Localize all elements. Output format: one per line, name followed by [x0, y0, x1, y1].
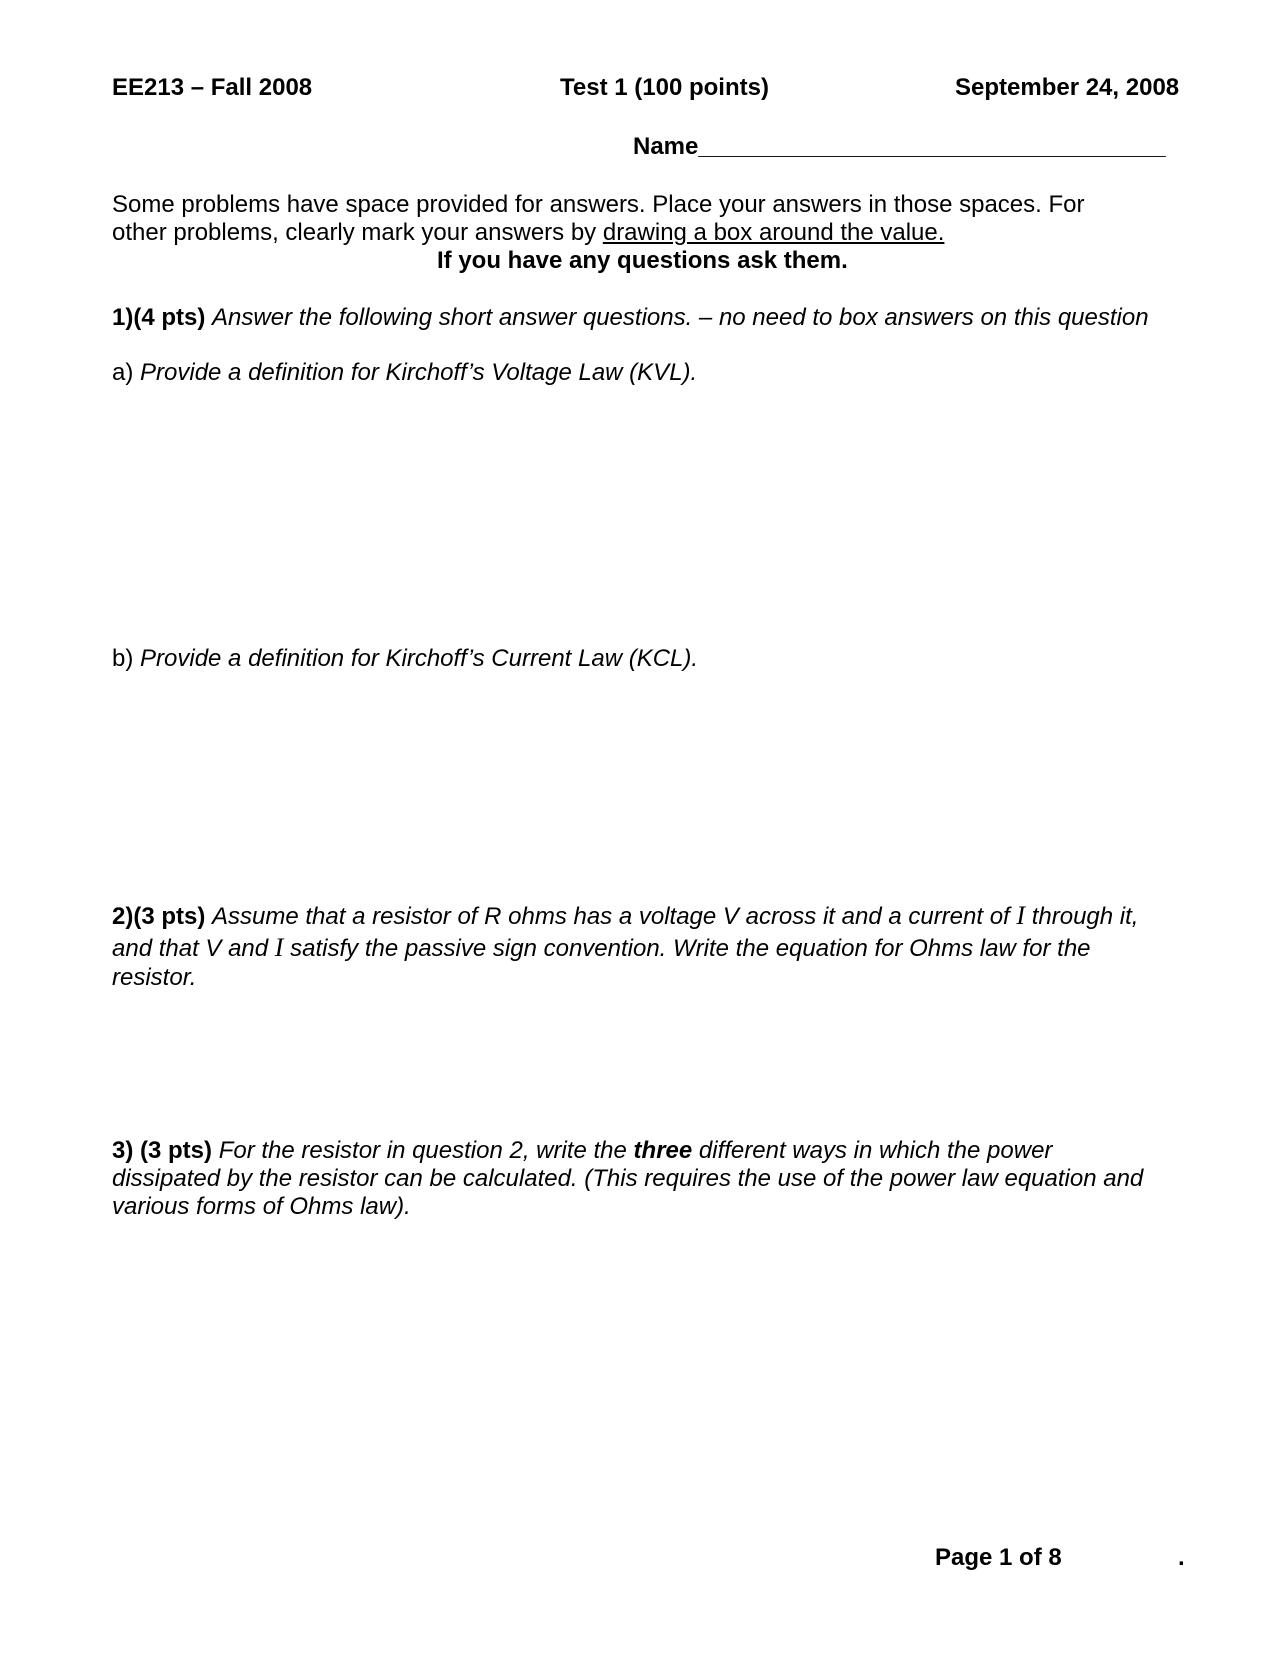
- question-1a: [112, 359, 697, 387]
- name-label: Name: [633, 133, 699, 160]
- name-blank: ___________________________________: [698, 133, 1166, 160]
- question-1b-label: b): [112, 645, 134, 672]
- question-3-line-3: various forms of Ohms law).: [112, 1193, 411, 1220]
- instructions-questions-emphasis: If you have any questions ask them.: [437, 247, 848, 274]
- test-date: September 24, 2008: [955, 74, 1180, 101]
- footer-dot: .: [1178, 1544, 1185, 1571]
- question-3-line-1: [112, 1137, 1052, 1165]
- question-2-line-2: [112, 934, 1091, 963]
- question-2-line-3: resistor.: [112, 964, 197, 991]
- question-3-text-1: For the resistor in question 2, write the: [218, 1137, 634, 1164]
- question-1-text: Answer the following short answer questions. – no need to box answers on this question: [212, 304, 1149, 331]
- question-2-text-1: Assume that a resistor of R ohms has a voltage V across it and a current of: [212, 903, 1017, 930]
- variable-I: I: [274, 933, 284, 962]
- name-line: [633, 133, 1166, 161]
- question-1a-label: a): [112, 359, 134, 386]
- question-3-text-1b: different ways in which the power: [692, 1137, 1053, 1164]
- question-1b-text: Provide a definition for Kirchoff’s Current Law (KCL).: [140, 645, 699, 672]
- question-3-label: 3) (3 pts): [112, 1137, 213, 1164]
- question-1: [112, 304, 1149, 332]
- question-2-label: 2)(3 pts): [112, 903, 206, 930]
- question-1-label: 1)(4 pts): [112, 304, 206, 331]
- instructions-line-2-text: other problems, clearly mark your answers by: [112, 219, 603, 246]
- test-title: Test 1 (100 points): [560, 74, 769, 101]
- instructions-line-2: [112, 219, 944, 247]
- question-2-text-2: and that V and: [112, 935, 275, 962]
- instructions-line-1: Some problems have space provided for answers. Place your answers in those spaces. For: [112, 191, 1085, 218]
- page-number: Page 1 of 8: [935, 1544, 1062, 1571]
- question-1a-text: Provide a definition for Kirchoff’s Voltage Law (KVL).: [140, 359, 698, 386]
- question-3-three: three: [633, 1137, 693, 1164]
- course-title: EE213 – Fall 2008: [112, 74, 313, 101]
- variable-I: I: [1016, 901, 1026, 930]
- question-2-text-1b: through it,: [1025, 903, 1139, 930]
- question-2-text-2b: satisfy the passive sign convention. Write the equation for Ohms law for the: [283, 935, 1091, 962]
- question-1b: [112, 645, 698, 673]
- question-2-line-1: [112, 902, 1138, 931]
- instructions-box-emphasis: drawing a box around the value.: [602, 219, 945, 246]
- question-3-line-2: dissipated by the resistor can be calculated. (This requires the use of the power law equation and: [112, 1165, 1144, 1192]
